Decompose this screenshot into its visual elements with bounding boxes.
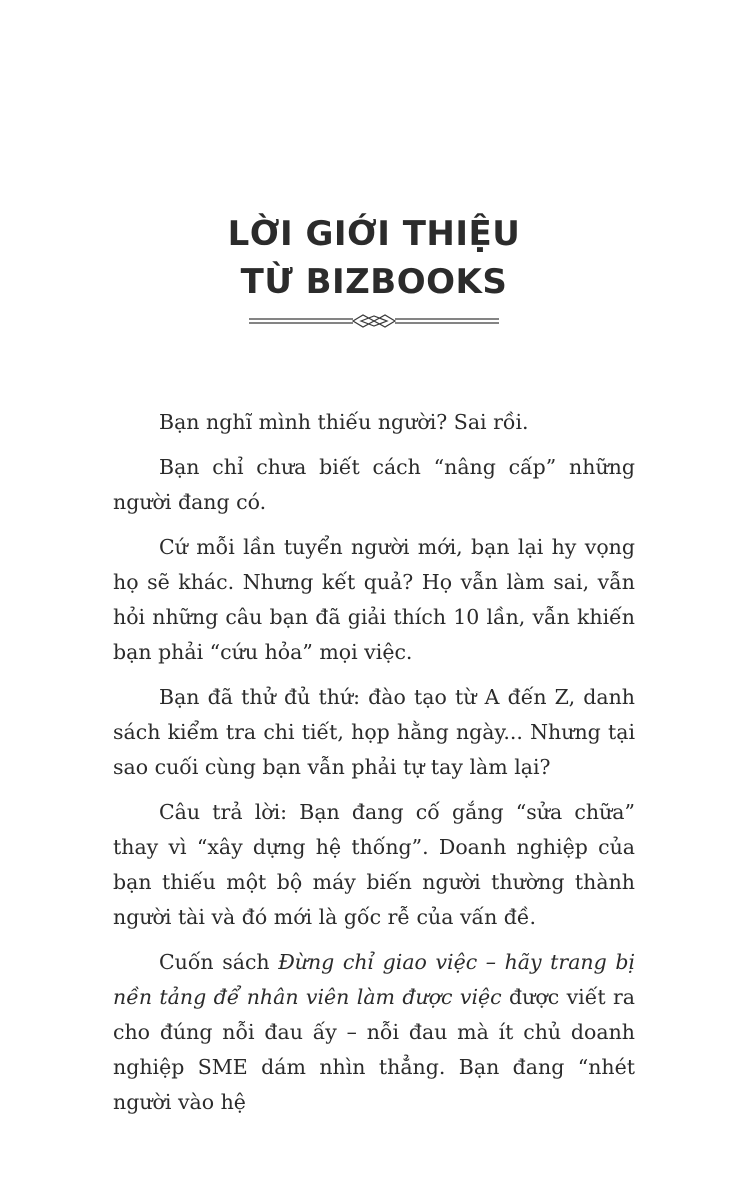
chapter-title bbox=[0, 210, 748, 306]
paragraph-4: Bạn đã thử đủ thứ: đào tạo từ A đến Z, danh sách kiểm tra chi tiết, họp hằng ngày... Nhưng tại sao cuối cùng bạn vẫn phải tự tay làm lại? bbox=[113, 685, 635, 779]
book-title-italic: Đừng chỉ giao việc – hãy trang bị nền tảng để nhân viên làm được việc bbox=[113, 950, 635, 1009]
double-diamond-divider-icon bbox=[249, 312, 499, 330]
body-text bbox=[113, 405, 635, 1120]
paragraph-2: Bạn chỉ chưa biết cách “nâng cấp” những người đang có. bbox=[113, 455, 635, 514]
paragraph-6-after: được viết ra cho đúng nỗi đau ấy – nỗi đau mà ít chủ doanh nghiệp SME dám nhìn thẳng. Bạn đang “nhét người vào hệ bbox=[113, 985, 635, 1114]
paragraph-5: Câu trả lời: Bạn đang cố gắng “sửa chữa” thay vì “xây dựng hệ thống”. Doanh nghiệp của bạn thiếu một bộ máy biến người thường thành người tài và đó mới là gốc rễ của vấn đề. bbox=[113, 800, 635, 929]
paragraph-3: Cứ mỗi lần tuyển người mới, bạn lại hy vọng họ sẽ khác. Nhưng kết quả? Họ vẫn làm sai, vẫn hỏi những câu bạn đã giải thích 10 lần, vẫn khiến bạn phải “cứu hỏa” mọi việc. bbox=[113, 535, 635, 664]
chapter-title-line-1: LỜI GIỚI THIỆU bbox=[227, 214, 521, 254]
chapter-title-line-2: TỪ BIZBOOKS bbox=[240, 262, 508, 302]
paragraph-1: Bạn nghĩ mình thiếu người? Sai rồi. bbox=[159, 410, 529, 434]
paragraph-6 bbox=[113, 945, 635, 1120]
paragraph-6-before: Cuốn sách bbox=[159, 950, 279, 974]
